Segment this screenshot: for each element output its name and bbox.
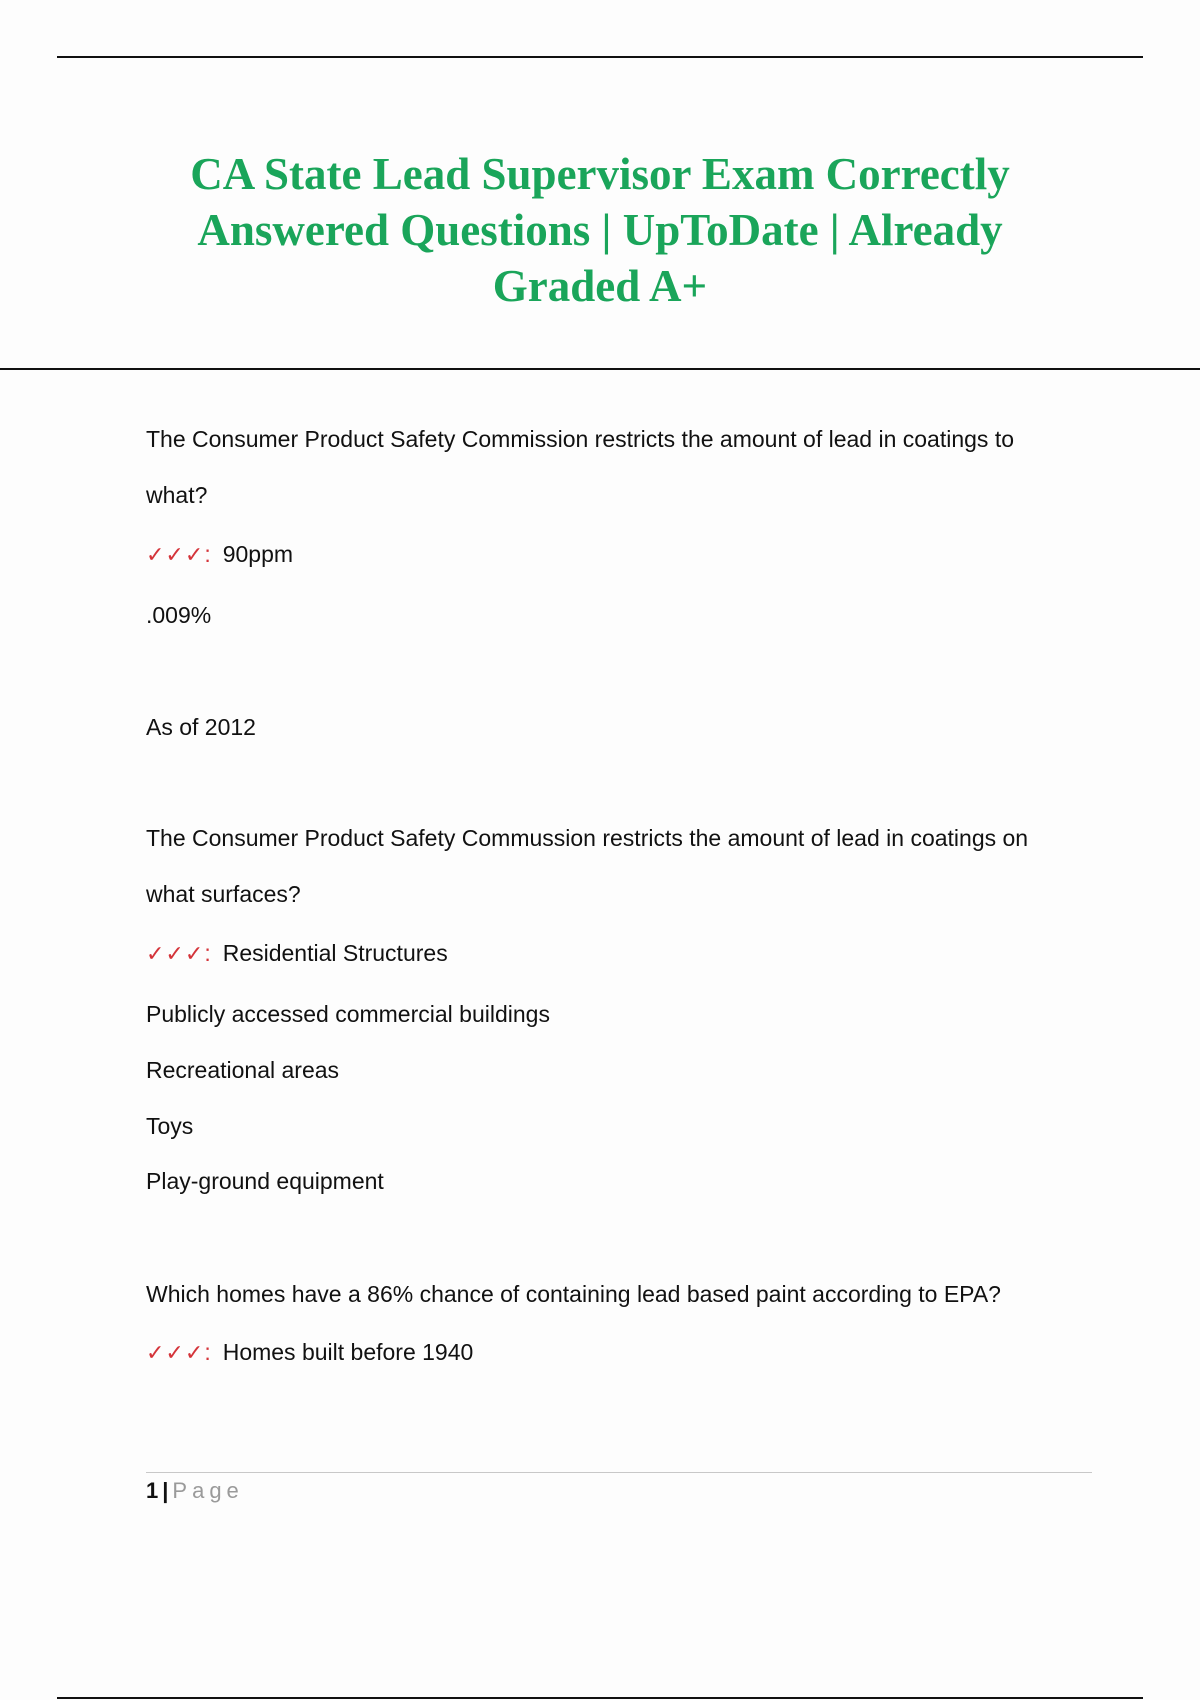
- answer-text: Homes built before 1940: [222, 1339, 474, 1365]
- question-text: The Consumer Product Safety Commission restricts the amount of lead in coatings to: [146, 426, 1015, 452]
- page-footer: [146, 1476, 244, 1506]
- question-text: Which homes have a 86% chance of containing lead based paint according to EPA?: [146, 1281, 1001, 1307]
- top-rule: [57, 56, 1143, 58]
- question-text: what surfaces?: [146, 881, 301, 907]
- answer-text: Residential Structures: [222, 940, 448, 966]
- title-line: Graded A+: [492, 261, 708, 311]
- footer-rule: [146, 1472, 1092, 1473]
- check-marks-icon: ✓✓✓: [146, 1340, 205, 1365]
- page-label: Page: [172, 1478, 244, 1503]
- page-number: 1: [146, 1478, 159, 1503]
- answer-line: ✓✓✓: Homes built before 1940: [146, 1339, 474, 1365]
- answer-detail: Play-ground equipment: [146, 1168, 384, 1194]
- answer-line: ✓✓✓: 90ppm: [146, 541, 294, 567]
- header-divider: [0, 368, 1200, 370]
- title-line: Answered Questions | UpToDate | Already: [197, 205, 1003, 255]
- answer-detail: .009%: [146, 602, 212, 628]
- answer-detail: As of 2012: [146, 714, 256, 740]
- check-marks-icon: ✓✓✓: [146, 941, 205, 966]
- question-text: what?: [146, 482, 208, 508]
- answer-detail: Recreational areas: [146, 1057, 340, 1083]
- answer-text: 90ppm: [222, 541, 294, 567]
- title-line: CA State Lead Supervisor Exam Correctly: [190, 149, 1010, 199]
- answer-line: ✓✓✓: Residential Structures: [146, 940, 448, 966]
- answer-detail: Toys: [146, 1113, 194, 1139]
- question-text: The Consumer Product Safety Commussion restricts the amount of lead in coatings on: [146, 825, 1029, 851]
- answer-detail: Publicly accessed commercial buildings: [146, 1001, 550, 1027]
- footer-separator: |: [162, 1478, 169, 1503]
- check-marks-icon: ✓✓✓: [146, 542, 205, 567]
- bottom-rule: [57, 1697, 1143, 1699]
- document-title: [120, 146, 1080, 314]
